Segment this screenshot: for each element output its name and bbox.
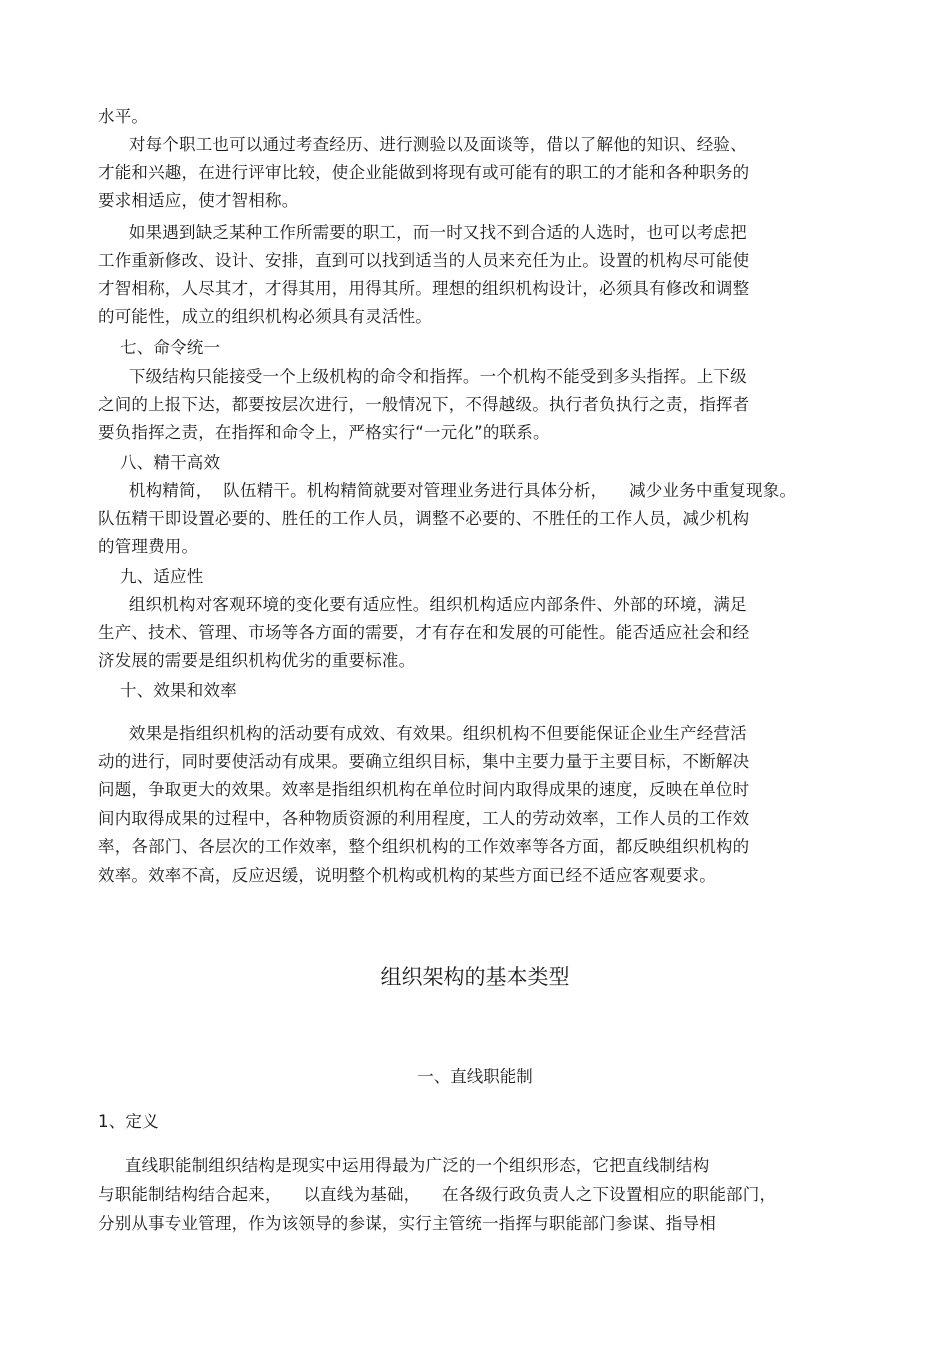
text-line: 要负指挥之责，在指挥和命令上，严格实行“一元化”的联系。 [98, 423, 550, 442]
text-line: 队伍精干即设置必要的、胜任的工作人员，调整不必要的、不胜任的工作人员，减少机构 [98, 509, 750, 528]
text-line: 如果遇到缺乏某种工作所需要的职工，而一时又找不到合适的人选时，也可以考虑把 [118, 223, 747, 242]
section-heading-10: 十、效果和效率 [120, 681, 237, 700]
text-line: 才智相称，人尽其才，才得其用，用得其所。理想的组织机构设计，必须具有修改和调整 [98, 279, 750, 298]
text-line: 工作重新修改、设计、安排，直到可以找到适当的人员来充任为止。设置的机构尽可能使 [98, 251, 750, 270]
section-title: 组织架构的基本类型 [380, 965, 570, 989]
text-line: 水平。 [98, 107, 149, 126]
section-heading-7: 七、命令统一 [120, 338, 221, 357]
text-line: 问题，争取更大的效果。效率是指组织机构在单位时间内取得成果的速度，反映在单位时 [98, 780, 750, 799]
text-line: 率，各部门、各层次的工作效率，整个组织机构的工作效率等各方面，都反映组织机构的 [98, 837, 750, 856]
text-line: 要求相适应，使才智相称。 [98, 191, 299, 210]
text-line: 生产、技术、管理、市场等各方面的需要，才有存在和发展的可能性。能否适应社会和经 [98, 623, 750, 642]
section-heading-9: 九、适应性 [120, 567, 204, 586]
section-subtitle: 一、直线职能制 [417, 1067, 533, 1086]
text-line: 对每个职工也可以通过考查经历、进行测验以及面谈等，借以了解他的知识、经验、 [118, 135, 747, 154]
section-heading-8: 八、精干高效 [120, 453, 221, 472]
text-line: 的可能性，成立的组织机构必须具有灵活性。 [98, 307, 432, 326]
text-line: 组织机构对客观环境的变化要有适应性。组织机构适应内部条件、外部的环境，满足 [118, 595, 747, 614]
text-line: 动的进行，同时要使活动有成果。要确立组织目标，集中主要力量于主要目标，不断解决 [98, 752, 750, 771]
text-line: 才能和兴趣，在进行评审比较，使企业能做到将现有或可能有的职工的才能和各种职务的 [98, 163, 750, 182]
text-line: 下级结构只能接受一个上级机构的命令和指挥。一个机构不能受到多头指挥。上下级 [118, 367, 747, 386]
text-line: 效果是指组织机构的活动要有成效、有效果。组织机构不但要能保证企业生产经营活 [118, 724, 747, 743]
definition-heading: 1、定义 [98, 1112, 159, 1131]
text-line: 直线职能制组织结构是现实中运用得最为广泛的一个组织形态，它把直线制结构 [114, 1156, 710, 1175]
text-line: 的管理费用。 [98, 537, 199, 556]
text-line: 间内取得成果的过程中，各种物质资源的利用程度，工人的劳动效率，工作人员的工作效 [98, 809, 750, 828]
text-line: 与职能制结构结合起来， 以直线为基础， 在各级行政负责人之下设置相应的职能部门， [98, 1185, 777, 1204]
text-line: 效率。效率不高，反应迟缓，说明整个机构或机构的某些方面已经不适应客观要求。 [98, 866, 716, 885]
text-line: 之间的上报下达，都要按层次进行，一般情况下，不得越级。执行者负执行之责，指挥者 [98, 395, 750, 414]
text-line: 机构精简， 队伍精干。机构精简就要对管理业务进行具体分析， 减少业务中重复现象。 [118, 481, 797, 500]
text-line: 济发展的需要是组织机构优劣的重要标准。 [98, 651, 416, 670]
text-line: 分别从事专业管理，作为该领导的参谋，实行主管统一指挥与职能部门参谋、指导相 [98, 1214, 716, 1233]
